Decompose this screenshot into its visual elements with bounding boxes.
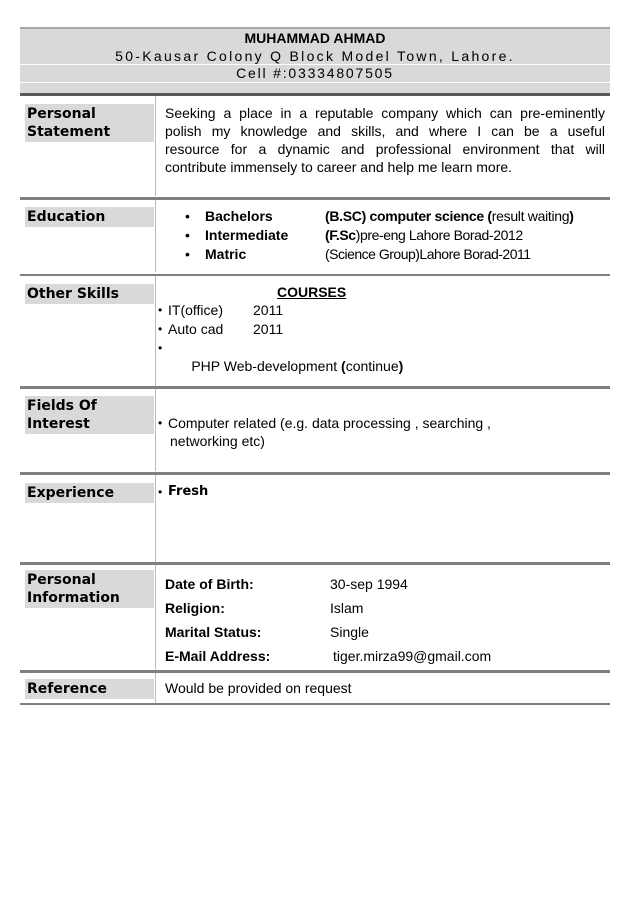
section-rule — [20, 670, 610, 673]
skill-year: 2011 — [253, 321, 284, 337]
column-divider — [155, 389, 156, 471]
statement-line: resource for a dynamic and professional environment that will — [165, 141, 605, 157]
statement-line: contribute immensely to career and help me learn more. — [165, 159, 513, 175]
section-rule — [20, 472, 610, 475]
statement-line: polish my knowledge and skills, and where I can be a useful — [165, 123, 605, 139]
bullet-icon: • — [158, 322, 163, 336]
section-rule — [20, 562, 610, 565]
section-label-personal-statement — [25, 104, 154, 142]
statement-line: Seeking a place in a reputable company which can pre-eminently — [165, 105, 605, 121]
detail-text: (Science Group)Lahore Borad-2011 — [325, 246, 531, 262]
interest-line: networking etc) — [170, 433, 265, 449]
education-detail — [325, 226, 523, 244]
education-list — [185, 207, 610, 264]
education-degree: Bachelors — [205, 208, 273, 224]
detail-text: )pre-eng Lahore Borad-2012 — [355, 227, 523, 243]
label-line: Interest — [27, 416, 90, 432]
section-rule — [20, 274, 610, 276]
bullet-icon: • — [185, 246, 190, 262]
skill-item — [158, 301, 608, 320]
skill-paren: ) — [398, 358, 404, 374]
detail-end: ) — [569, 208, 574, 224]
section-rule — [20, 197, 610, 200]
info-row — [165, 599, 605, 623]
skill-text: PHP Web-development — [191, 358, 342, 374]
reference-text: Would be provided on request — [165, 680, 352, 696]
info-value: 30-sep 1994 — [330, 576, 408, 592]
interest-line — [158, 414, 608, 432]
education-degree: Intermediate — [205, 227, 289, 243]
skill-paren: ( — [341, 358, 346, 374]
bullet-icon: • — [185, 227, 190, 243]
label-line: Personal — [27, 572, 96, 588]
skill-item — [158, 339, 608, 374]
education-detail — [325, 245, 531, 263]
section-rule — [20, 703, 610, 705]
bullet-icon: • — [158, 341, 163, 355]
header-divider-2 — [20, 82, 610, 83]
interest-text: Computer related (e.g. data processing , searching , — [168, 415, 491, 431]
info-key: E-Mail Address: — [165, 648, 271, 664]
info-row — [165, 647, 605, 671]
education-item — [185, 226, 610, 245]
info-value: Islam — [330, 600, 364, 616]
column-divider — [155, 96, 156, 196]
label-line: Statement — [27, 124, 111, 140]
personal-statement-text — [165, 104, 605, 176]
bullet-icon: • — [158, 303, 163, 317]
bullet-icon: • — [158, 416, 163, 430]
personal-info-table — [165, 575, 605, 671]
education-item — [185, 245, 610, 264]
email-value: tiger.mirza99@gmail.com — [333, 648, 492, 664]
experience-value: Fresh — [168, 484, 209, 499]
info-row — [165, 575, 605, 599]
info-value: Single — [330, 624, 369, 640]
label-line: Information — [27, 590, 120, 606]
detail-text: result waiting — [491, 208, 570, 224]
label-line: Fields Of — [27, 398, 97, 414]
education-detail — [325, 207, 574, 225]
info-row — [165, 623, 605, 647]
column-divider — [155, 276, 156, 386]
courses-heading: COURSES — [277, 284, 347, 300]
info-key: Marital Status: — [165, 624, 262, 640]
column-divider — [155, 475, 156, 563]
detail-bold: (F.Sc — [325, 227, 356, 243]
section-label-personal-information — [25, 570, 154, 608]
skill-name — [168, 339, 403, 393]
section-label-reference: Reference — [25, 679, 154, 699]
skills-list — [158, 301, 608, 374]
info-key: Religion: — [165, 600, 225, 616]
label-line: Personal — [27, 106, 96, 122]
skill-extra: continue — [345, 358, 399, 374]
experience-item — [158, 483, 358, 502]
detail-bold: (B.SC) computer science ( — [325, 208, 492, 224]
candidate-name: MUHAMMAD AHMAD — [244, 30, 386, 46]
column-divider — [155, 673, 156, 703]
info-key: Date of Birth: — [165, 576, 254, 592]
section-label-experience: Experience — [25, 483, 154, 503]
bullet-icon: • — [158, 485, 163, 499]
section-label-other-skills: Other Skills — [25, 284, 154, 304]
fields-of-interest-text — [158, 414, 608, 450]
candidate-address: 50-Kausar Colony Q Block Model Town, Lahore. — [115, 48, 515, 64]
skill-year: 2011 — [253, 302, 284, 318]
skill-item — [158, 320, 608, 339]
column-divider — [155, 200, 156, 272]
skill-name: IT(office) — [168, 302, 223, 318]
bullet-icon: • — [185, 208, 190, 224]
education-item — [185, 207, 610, 226]
section-rule — [20, 386, 610, 389]
education-degree: Matric — [205, 246, 247, 262]
skill-name: Auto cad — [168, 321, 224, 337]
candidate-cell: Cell #:03334807505 — [236, 65, 394, 81]
section-label-fields-of-interest — [25, 396, 154, 434]
section-label-education: Education — [25, 207, 154, 227]
column-divider — [155, 565, 156, 670]
header-bottom-rule — [20, 93, 610, 96]
